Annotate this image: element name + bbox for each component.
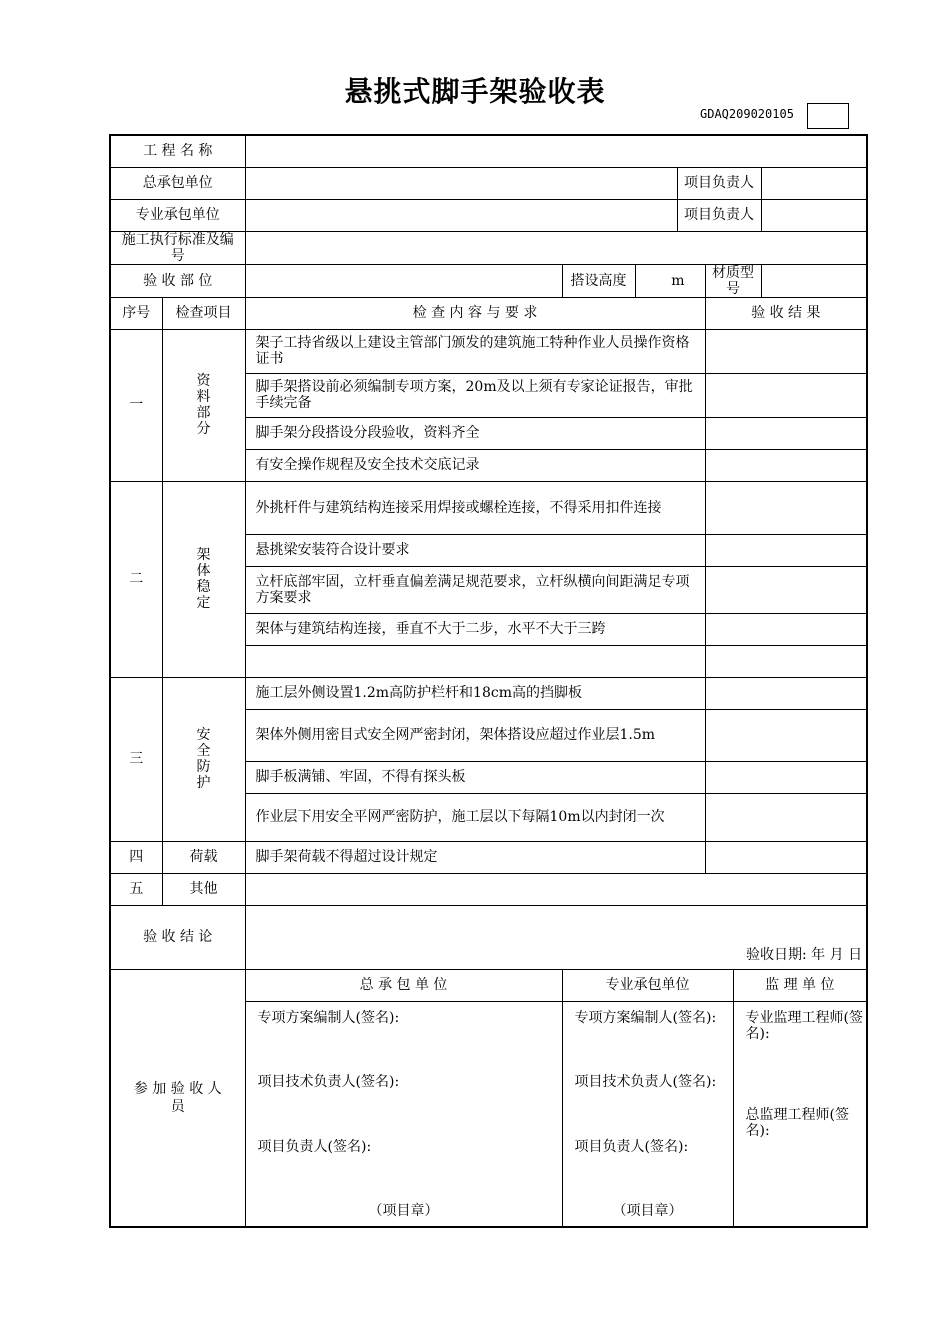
specialty-contractor-label: 专业承包单位 xyxy=(110,199,245,231)
supervisor-unit-header: 监 理 单 位 xyxy=(733,969,867,1001)
result-field[interactable] xyxy=(705,677,867,709)
check-item: 脚手架荷载不得超过设计规定 xyxy=(245,841,705,873)
specialty-manager-field[interactable] xyxy=(761,199,867,231)
result-field[interactable] xyxy=(705,417,867,449)
result-field[interactable] xyxy=(705,329,867,373)
project-name-field[interactable] xyxy=(245,135,867,167)
check-item: 架子工持省级以上建设主管部门颁发的建筑施工特种作业人员操作资格证书 xyxy=(245,329,705,373)
section-no: 一 xyxy=(110,329,162,481)
check-item: 作业层下用安全平网严密防护，施工层以下每隔10m以内封闭一次 xyxy=(245,793,705,841)
col-content: 检 查 内 容 与 要 求 xyxy=(245,297,705,329)
project-seal: （项目章） xyxy=(612,1202,683,1219)
check-item: 架体与建筑结构连接，垂直不大于二步，水平不大于三跨 xyxy=(245,613,705,645)
supervisor-engineer-signature: 专业监理工程师(签名): xyxy=(745,1009,863,1042)
plan-author-signature: 专项方案编制人(签名): xyxy=(257,1009,400,1026)
standard-field[interactable] xyxy=(245,231,867,264)
section-no: 三 xyxy=(110,677,162,841)
other-field[interactable] xyxy=(245,873,867,905)
result-field[interactable] xyxy=(705,449,867,481)
supervisor-signature-area[interactable] xyxy=(733,1001,867,1227)
form-code-box[interactable] xyxy=(807,103,849,129)
material-field[interactable] xyxy=(761,264,867,297)
col-item: 检查项目 xyxy=(162,297,245,329)
project-manager-field[interactable] xyxy=(761,167,867,199)
acceptance-date: 验收日期: 年 月 日 xyxy=(746,946,863,963)
result-field[interactable] xyxy=(705,793,867,841)
result-field[interactable] xyxy=(705,841,867,873)
check-item: 脚手板满铺、牢固，不得有探头板 xyxy=(245,761,705,793)
section-no: 二 xyxy=(110,481,162,677)
section-name: 资料部分 xyxy=(162,329,245,481)
project-lead-signature: 项目负责人(签名): xyxy=(574,1138,689,1155)
result-field[interactable] xyxy=(705,761,867,793)
check-item xyxy=(245,645,705,677)
project-seal: （项目章） xyxy=(368,1202,439,1219)
section-no: 五 xyxy=(110,873,162,905)
conclusion-field[interactable] xyxy=(245,905,867,969)
result-field[interactable] xyxy=(705,566,867,613)
check-item: 脚手架分段搭设分段验收，资料齐全 xyxy=(245,417,705,449)
project-name-label: 工 程 名 称 xyxy=(110,135,245,167)
check-item: 施工层外侧设置1.2m高防护栏杆和18cm高的挡脚板 xyxy=(245,677,705,709)
check-item: 脚手架搭设前必须编制专项方案，20m及以上须有专家论证报告，审批手续完备 xyxy=(245,373,705,417)
col-no: 序号 xyxy=(110,297,162,329)
result-field[interactable] xyxy=(705,613,867,645)
general-signature-area[interactable] xyxy=(245,1001,562,1227)
check-item: 立杆底部牢固，立杆垂直偏差满足规范要求，立杆纵横向间距满足专项方案要求 xyxy=(245,566,705,613)
tech-lead-signature: 项目技术负责人(签名): xyxy=(574,1073,717,1090)
section-name: 架体稳定 xyxy=(162,481,245,677)
acceptance-table xyxy=(109,134,868,1228)
section-name: 安全防护 xyxy=(162,677,245,841)
check-item: 外挑杆件与建筑结构连接采用焊接或螺栓连接，不得采用扣件连接 xyxy=(245,481,705,534)
project-lead-signature: 项目负责人(签名): xyxy=(257,1138,372,1155)
conclusion-label: 验 收 结 论 xyxy=(110,905,245,969)
general-unit-header: 总 承 包 单 位 xyxy=(245,969,562,1001)
chief-engineer-signature: 总监理工程师(签名): xyxy=(745,1106,849,1139)
location-field[interactable] xyxy=(245,264,562,297)
section-name: 荷载 xyxy=(162,841,245,873)
check-item: 有安全操作规程及安全技术交底记录 xyxy=(245,449,705,481)
col-result: 验 收 结 果 xyxy=(705,297,867,329)
general-contractor-field[interactable] xyxy=(245,167,677,199)
result-field[interactable] xyxy=(705,481,867,534)
result-field[interactable] xyxy=(705,373,867,417)
height-field[interactable] xyxy=(635,264,705,297)
section-no: 四 xyxy=(110,841,162,873)
height-unit: m xyxy=(671,272,685,289)
page-title: 悬挑式脚手架验收表 xyxy=(344,75,606,108)
section-name: 其他 xyxy=(162,873,245,905)
result-field[interactable] xyxy=(705,645,867,677)
specialty-contractor-field[interactable] xyxy=(245,199,677,231)
plan-author-signature: 专项方案编制人(签名): xyxy=(574,1009,717,1026)
material-label: 材质型号 xyxy=(705,264,761,297)
height-label: 搭设高度 xyxy=(562,264,635,297)
participants-label: 参 加 验 收 人 员 xyxy=(110,969,245,1227)
general-contractor-label: 总承包单位 xyxy=(110,167,245,199)
specialty-signature-area[interactable] xyxy=(562,1001,733,1227)
specialty-unit-header: 专业承包单位 xyxy=(562,969,733,1001)
form-code: GDAQ209020105 xyxy=(700,107,794,121)
project-manager-label: 项目负责人 xyxy=(677,167,761,199)
standard-label: 施工执行标准及编号 xyxy=(110,231,245,264)
result-field[interactable] xyxy=(705,534,867,566)
check-item: 悬挑梁安装符合设计要求 xyxy=(245,534,705,566)
specialty-manager-label: 项目负责人 xyxy=(677,199,761,231)
result-field[interactable] xyxy=(705,709,867,761)
check-item: 架体外侧用密目式安全网严密封闭，架体搭设应超过作业层1.5m xyxy=(245,709,705,761)
tech-lead-signature: 项目技术负责人(签名): xyxy=(257,1073,400,1090)
location-label: 验 收 部 位 xyxy=(110,264,245,297)
